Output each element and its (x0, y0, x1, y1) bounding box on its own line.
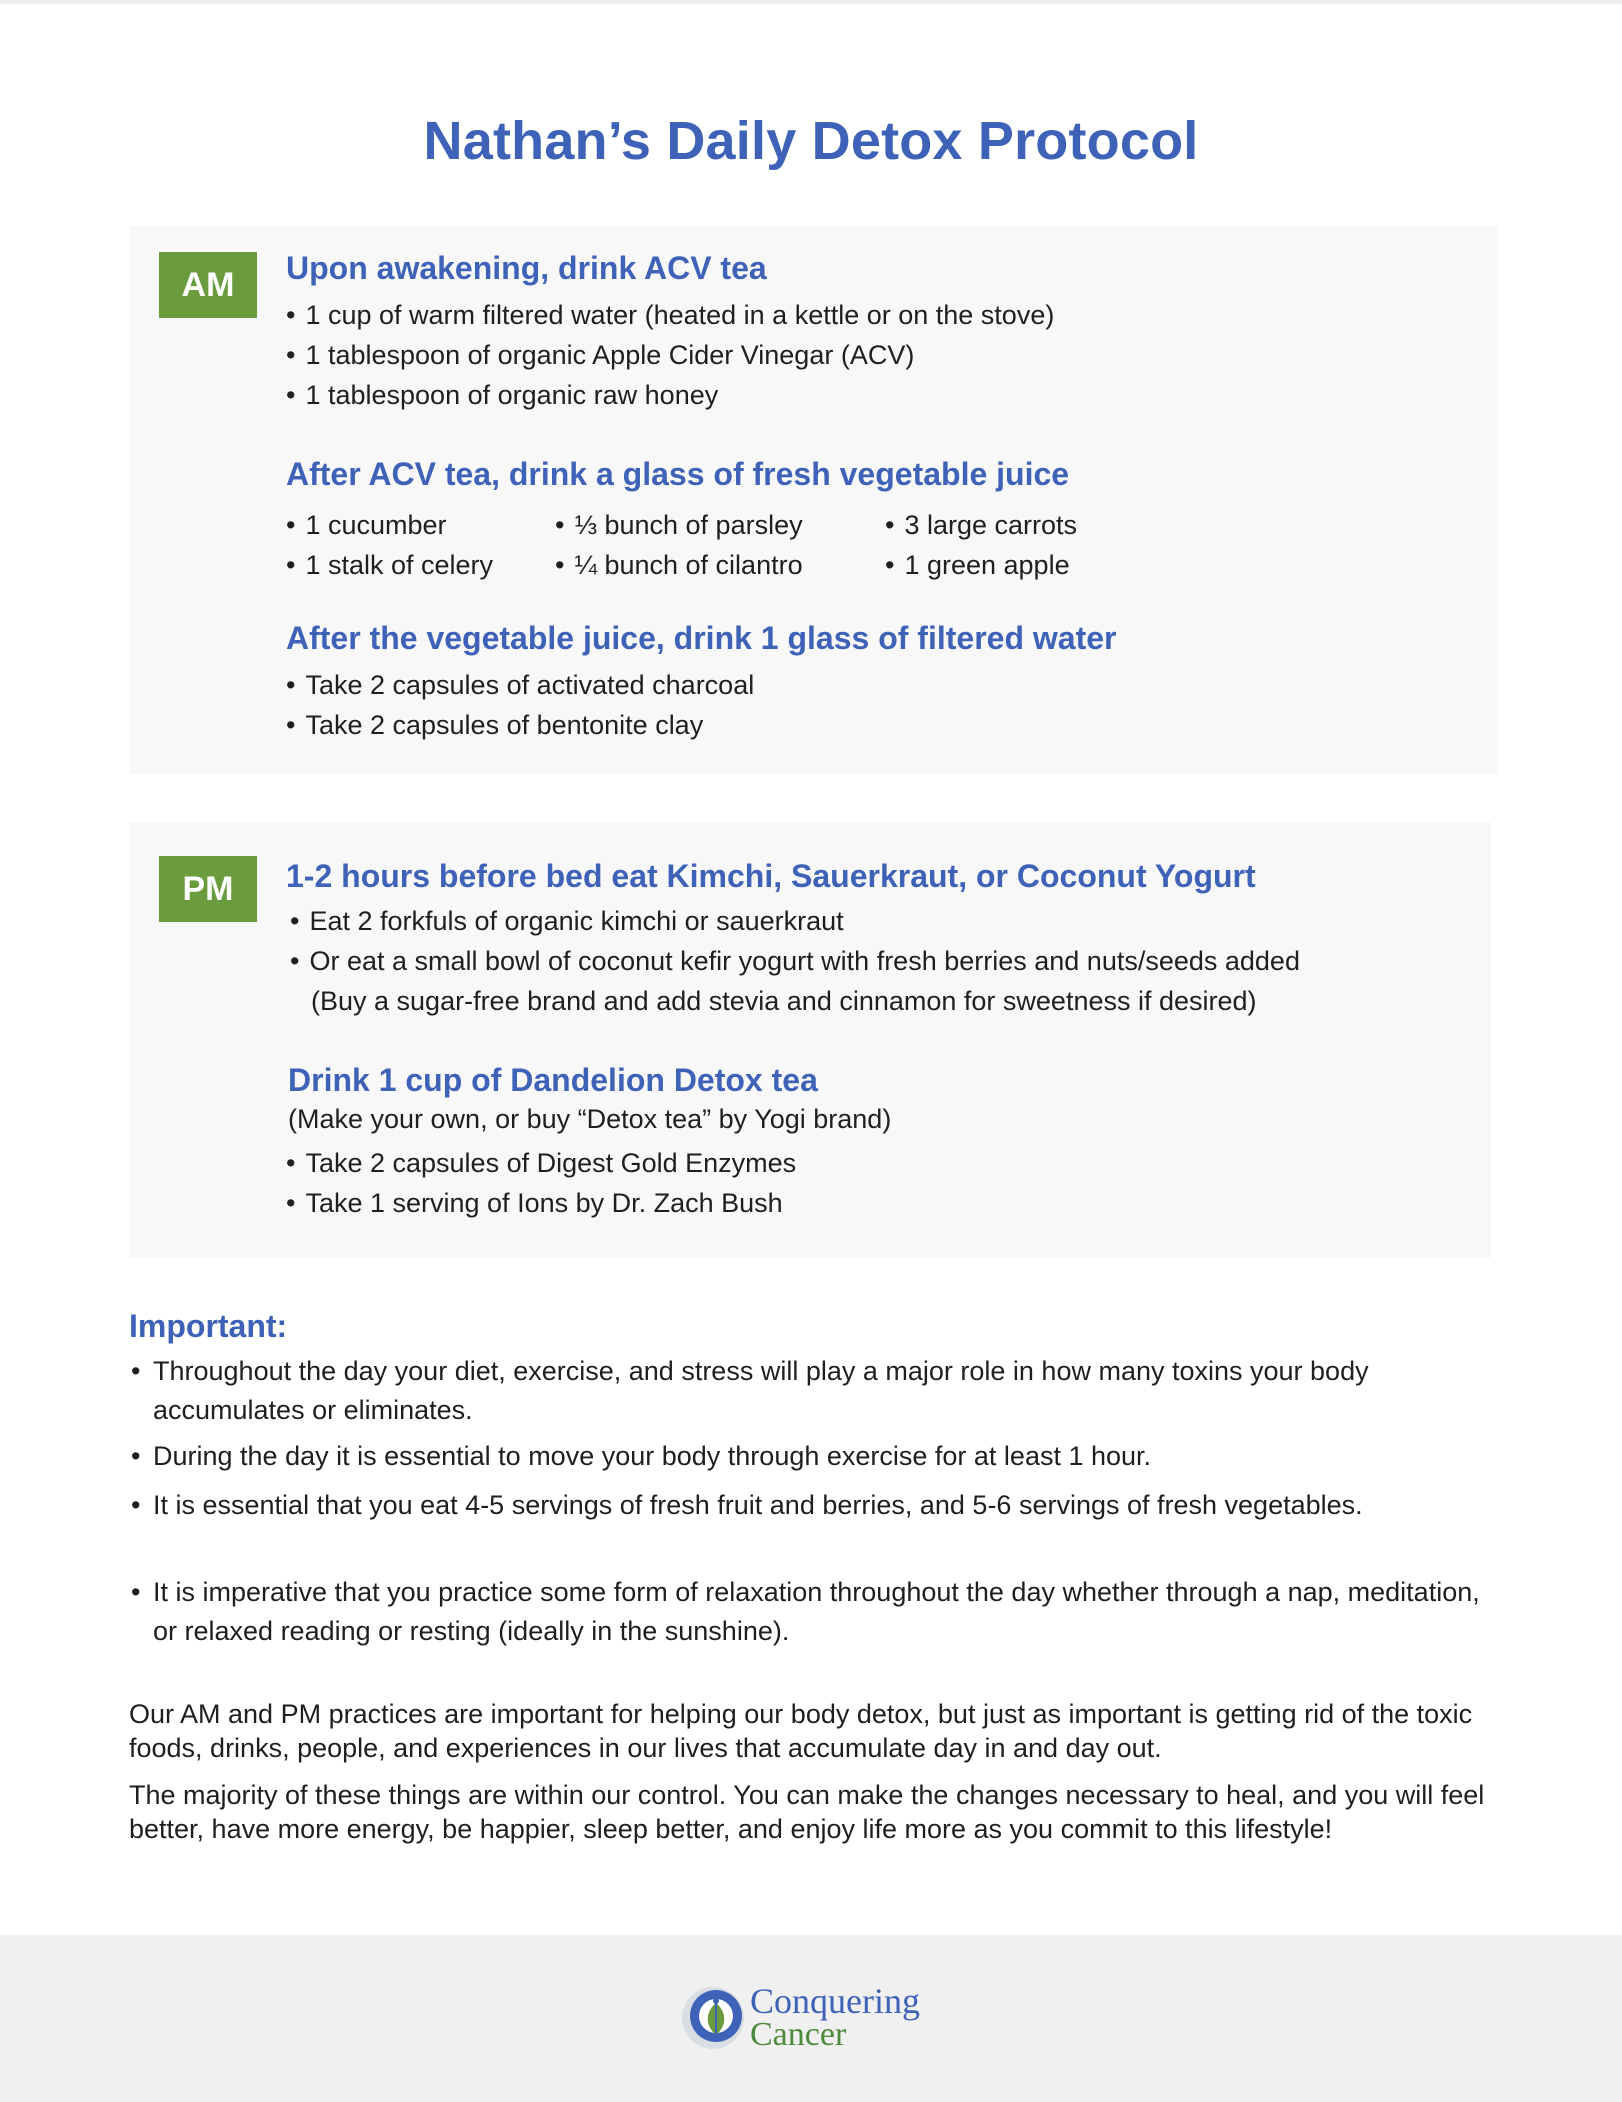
list-item: • 1 green apple (885, 550, 1070, 580)
logo-wordmark: Conquering Cancer (750, 1981, 920, 2053)
list-item: • ⅓ bunch of parsley (555, 510, 803, 540)
closing-paragraph: The majority of these things are within our control. You can make the changes necessary to heal, and you will feel better, have more energy, be happier, sleep better, and enjoy life more as you commit to this lifestyle! (129, 1780, 1485, 1844)
am-section (129, 226, 1497, 774)
list-item: • 1 stalk of celery (286, 550, 494, 580)
pm-section (129, 822, 1491, 1258)
pm-badge: PM (159, 856, 257, 922)
list-item: • 1 tablespoon of organic raw honey (286, 380, 719, 410)
list-item: • Or eat a small bowl of coconut kefir yogurt with fresh berries and nuts/seeds added (290, 946, 1300, 976)
list-item: • It is imperative that you practice some form of relaxation throughout the day whether through a nap, meditation, or relaxed reading or resting (ideally in the sunshine). (131, 1577, 1480, 1646)
am-step1-heading: Upon awakening, drink ACV tea (286, 250, 767, 286)
important-heading: Important: (129, 1308, 288, 1344)
am-step2-heading: After ACV tea, drink a glass of fresh vegetable juice (286, 456, 1070, 492)
list-item: • ¼ bunch of cilantro (555, 550, 803, 580)
list-item: • Take 2 capsules of activated charcoal (286, 670, 755, 700)
pm-step1-note: (Buy a sugar-free brand and add stevia and cinnamon for sweetness if desired) (311, 986, 1257, 1016)
list-item: • During the day it is essential to move your body through exercise for at least 1 hour. (131, 1441, 1152, 1471)
list-item: • 1 cup of warm filtered water (heated in a kettle or on the stove) (286, 300, 1055, 330)
conquering-cancer-logo (680, 1981, 960, 2055)
am-step3-heading: After the vegetable juice, drink 1 glass of filtered water (286, 620, 1117, 656)
list-item: • Take 2 capsules of Digest Gold Enzymes (286, 1148, 797, 1178)
am-badge: AM (159, 252, 257, 318)
page-title: Nathan’s Daily Detox Protocol (423, 111, 1199, 171)
list-item: • Eat 2 forkfuls of organic kimchi or sauerkraut (290, 906, 844, 936)
list-item: • 1 cucumber (286, 510, 447, 540)
pm-step1-heading: 1-2 hours before bed eat Kimchi, Sauerkraut, or Coconut Yogurt (286, 858, 1256, 894)
top-border (0, 0, 1622, 4)
list-item: • Throughout the day your diet, exercise, and stress will play a major role in how many toxins your body accumulates or eliminates. (131, 1356, 1369, 1425)
list-item: • 3 large carrots (885, 510, 1078, 540)
closing-paragraph: Our AM and PM practices are important for helping our body detox, but just as important is getting rid of the toxic foods, drinks, people, and experiences in our lives that accumulate day in and day out. (129, 1699, 1473, 1763)
pm-step2-subtext: (Make your own, or buy “Detox tea” by Yogi brand) (288, 1104, 892, 1134)
list-item: • Take 1 serving of Ions by Dr. Zach Bush (286, 1188, 783, 1218)
caduceus-leaf-emblem-icon (680, 1985, 746, 2051)
list-item: • 1 tablespoon of organic Apple Cider Vinegar (ACV) (286, 340, 915, 370)
list-item: • It is essential that you eat 4-5 servings of fresh fruit and berries, and 5-6 servings of fresh vegetables. (131, 1490, 1363, 1520)
pm-step2-heading: Drink 1 cup of Dandelion Detox tea (288, 1062, 818, 1098)
list-item: • Take 2 capsules of bentonite clay (286, 710, 704, 740)
